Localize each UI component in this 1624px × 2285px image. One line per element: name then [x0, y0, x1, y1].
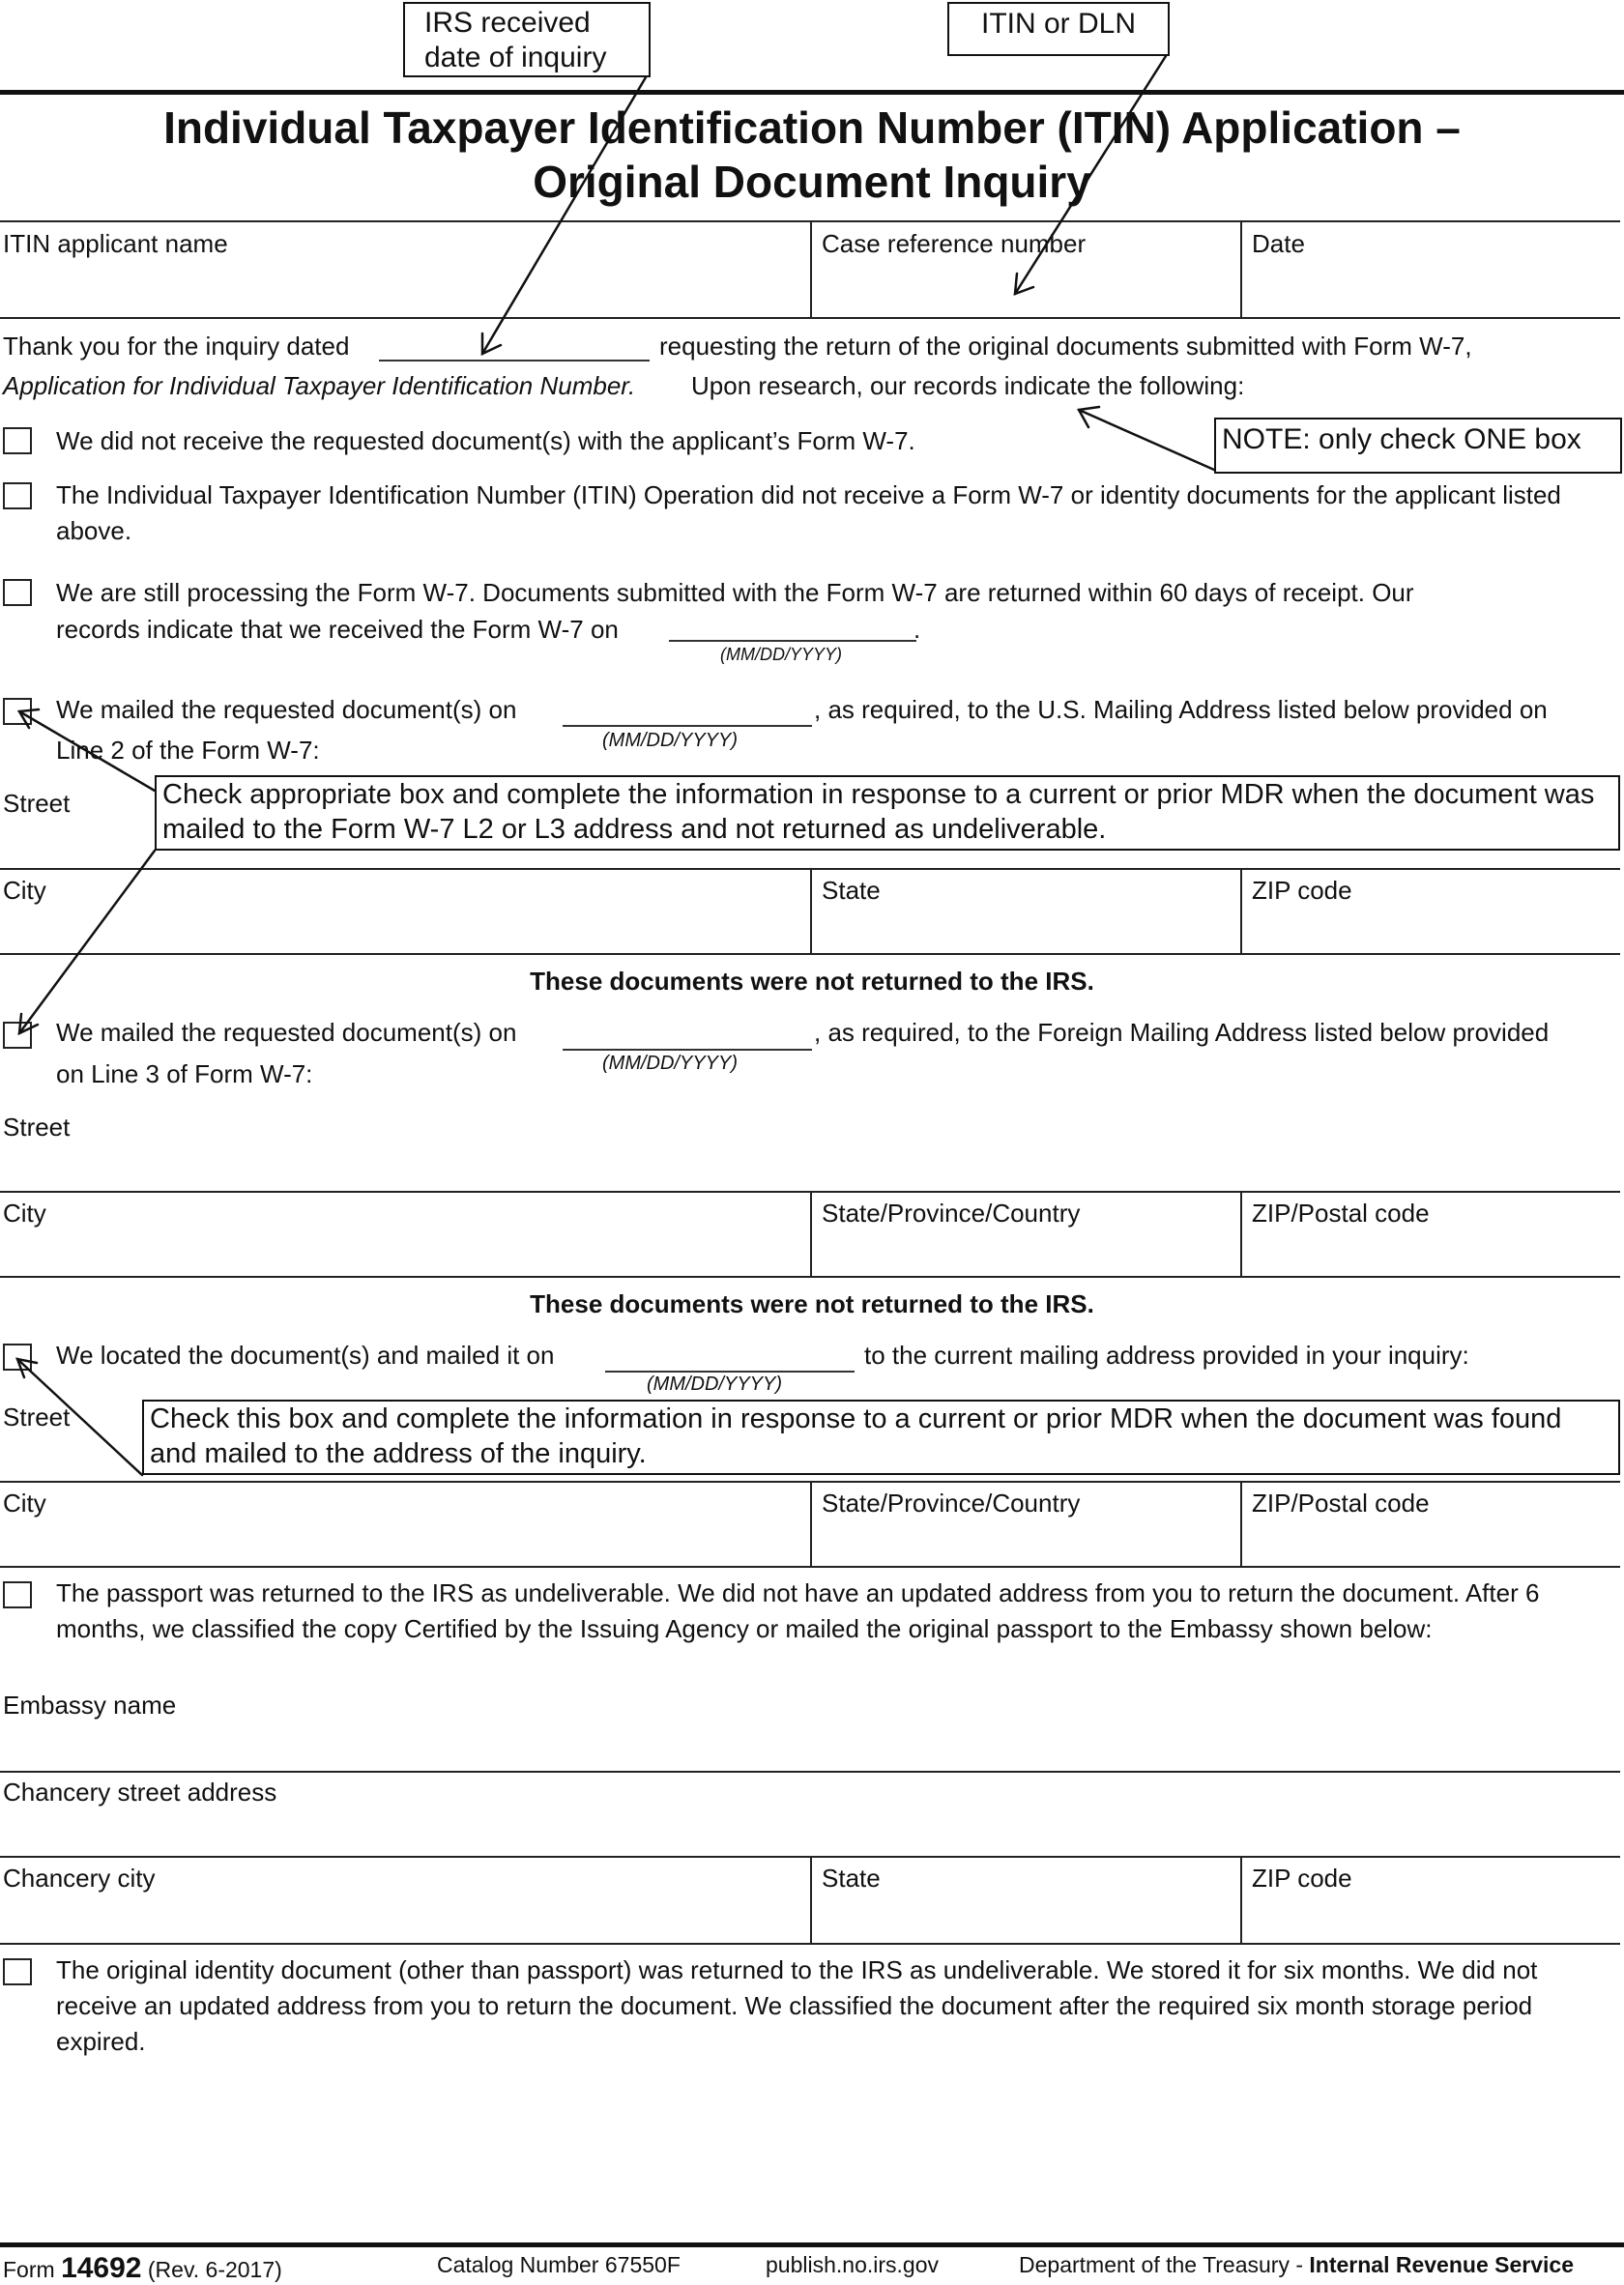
us-city-divider	[810, 868, 812, 955]
street-label-us: Street	[3, 789, 71, 818]
intro-text-italic: Application for Individual Taxpayer Identification Number.	[3, 371, 636, 400]
chancery-city-divider	[810, 1856, 812, 1943]
state-field-us[interactable]	[814, 905, 1235, 951]
city-field-foreign[interactable]	[2, 1228, 804, 1274]
chancery-state-label: State	[822, 1864, 881, 1893]
zip-postal-field-foreign[interactable]	[1244, 1228, 1621, 1274]
callout-check-appropriate: Check appropriate box and complete the information in response to a current or prior MDR when the document was mailed to the Form W-7 L2 or L3 address and not returned as undeliverable.	[155, 775, 1620, 851]
us-address-bottom-line	[0, 953, 1620, 955]
intro-text-3: Upon research, our records indicate the following:	[691, 371, 1245, 400]
mailed-us-date-field[interactable]	[563, 725, 812, 727]
foreign-state-divider	[1240, 1191, 1242, 1278]
city-label-located: City	[3, 1489, 46, 1518]
arrow-note	[1079, 410, 1214, 470]
inquiry-date-field[interactable]	[379, 360, 650, 362]
callout-irs-received-date: IRS received date of inquiry	[403, 2, 651, 77]
form-title-line-1: Individual Taxpayer Identification Number (ITIN) Application –	[163, 102, 1461, 153]
not-returned-note-2: These documents were not returned to the IRS.	[530, 1289, 1094, 1318]
form-revision: (Rev. 6-2017)	[147, 2257, 282, 2282]
option-still-processing-2: records indicate that we received the Form W-7 on	[56, 615, 619, 644]
city-field-us[interactable]	[2, 905, 804, 951]
top-rule	[0, 90, 1624, 95]
chancery-state-field[interactable]	[814, 1893, 1235, 1939]
city-label-foreign: City	[3, 1199, 46, 1228]
option-mailed-foreign-3: on Line 3 of Form W-7:	[56, 1059, 313, 1088]
date-label: Date	[1252, 229, 1305, 258]
state-province-label-located: State/Province/Country	[822, 1489, 1081, 1518]
checkbox-not-received-docs[interactable]	[3, 427, 32, 454]
located-city-divider	[810, 1481, 812, 1568]
chancery-zip-field[interactable]	[1244, 1893, 1621, 1939]
chancery-street-label: Chancery street address	[3, 1778, 277, 1807]
option-mailed-us-3: Line 2 of the Form W-7:	[56, 736, 320, 765]
header-divider-1	[810, 220, 812, 319]
form-id	[3, 2252, 282, 2285]
checkbox-located[interactable]	[3, 1344, 32, 1371]
checkbox-mailed-foreign[interactable]	[3, 1022, 32, 1049]
option-mailed-us-2: , as required, to the U.S. Mailing Address listed below provided on	[814, 695, 1548, 724]
chancery-city-label: Chancery city	[3, 1864, 156, 1893]
foreign-city-divider	[810, 1191, 812, 1278]
intro-text-2: requesting the return of the original documents submitted with Form W-7,	[659, 332, 1472, 361]
chancery-state-divider	[1240, 1856, 1242, 1943]
option-not-received-form: The Individual Taxpayer Identification Number (ITIN) Operation did not receive a Form W-7 or identity documents for the applicant listed above.	[56, 480, 1561, 545]
city-label-us: City	[3, 876, 46, 905]
footer-rule	[0, 2242, 1624, 2247]
received-date-field[interactable]	[669, 640, 916, 642]
checkbox-passport[interactable]	[3, 1581, 32, 1608]
option-located-1: We located the document(s) and mailed it on	[56, 1341, 555, 1370]
date-format-hint-2: (MM/DD/YYYY)	[602, 730, 738, 751]
embassy-line	[0, 1771, 1620, 1773]
arrowhead-irs-received	[482, 333, 501, 354]
arrowhead-note	[1079, 407, 1099, 427]
option-not-received-docs: We did not receive the requested document(s) with the applicant’s Form W-7.	[56, 426, 915, 455]
date-format-hint-3: (MM/DD/YYYY)	[602, 1053, 738, 1074]
irs-name: Internal Revenue Service	[1309, 2252, 1574, 2277]
zip-field-us[interactable]	[1244, 905, 1621, 951]
header-divider-2	[1240, 220, 1242, 319]
callout-note-one-box: NOTE: only check ONE box	[1214, 418, 1622, 474]
case-reference-label: Case reference number	[822, 229, 1087, 258]
mailed-foreign-date-field[interactable]	[563, 1049, 812, 1051]
department	[1019, 2252, 1574, 2278]
located-state-divider	[1240, 1481, 1242, 1568]
chancery-city-field[interactable]	[2, 1893, 804, 1939]
case-reference-field[interactable]	[814, 259, 1235, 315]
street-field-foreign[interactable]	[2, 1142, 1616, 1187]
not-returned-note-1: These documents were not returned to the IRS.	[530, 967, 1094, 996]
checkbox-still-processing[interactable]	[3, 579, 32, 606]
option-located-2: to the current mailing address provided in your inquiry:	[864, 1341, 1469, 1370]
option-still-processing-1: We are still processing the Form W-7. Documents submitted with the Form W-7 are returned within 60 days of receipt. Our	[56, 578, 1414, 607]
state-province-field-foreign[interactable]	[814, 1228, 1235, 1274]
intro-text-1: Thank you for the inquiry dated	[3, 332, 350, 361]
header-bottom-line	[0, 317, 1620, 319]
callout-check-this-box: Check this box and complete the information in response to a current or prior MDR when the document was found and mailed to the address of the inquiry.	[142, 1400, 1620, 1475]
checkbox-other-document[interactable]	[3, 1958, 32, 1985]
foreign-address-bottom-line	[0, 1276, 1620, 1278]
zip-postal-field-located[interactable]	[1244, 1518, 1621, 1564]
zip-postal-label-located: ZIP/Postal code	[1252, 1489, 1430, 1518]
form-number: 14692	[61, 2252, 142, 2284]
date-format-hint-1: (MM/DD/YYYY)	[720, 645, 842, 664]
state-label-us: State	[822, 876, 881, 905]
chancery-address-bottom-line	[0, 1943, 1620, 1945]
zip-postal-label-foreign: ZIP/Postal code	[1252, 1199, 1430, 1228]
located-date-field[interactable]	[605, 1371, 855, 1373]
date-field[interactable]	[1244, 259, 1621, 315]
street-label-foreign: Street	[3, 1113, 71, 1142]
chancery-street-field[interactable]	[2, 1808, 1616, 1854]
embassy-name-label: Embassy name	[3, 1691, 177, 1720]
zip-label-us: ZIP code	[1252, 876, 1352, 905]
callout-itin-or-dln: ITIN or DLN	[947, 2, 1170, 56]
state-province-field-located[interactable]	[814, 1518, 1235, 1564]
applicant-name-label: ITIN applicant name	[3, 229, 228, 258]
form-title-line-2: Original Document Inquiry	[533, 157, 1091, 207]
catalog-number: Catalog Number 67550F	[437, 2252, 681, 2277]
chancery-zip-label: ZIP code	[1252, 1864, 1352, 1893]
city-field-located[interactable]	[2, 1518, 804, 1564]
option-other-document: The original identity document (other than passport) was returned to the IRS as undeliverable. We stored it for six months. We did not receive an updated address from you to return the document. We classified the document after the required six month storage period expired.	[56, 1955, 1538, 2056]
form-prefix: Form	[3, 2257, 55, 2282]
checkbox-mailed-us[interactable]	[3, 698, 32, 725]
applicant-name-field[interactable]	[2, 259, 804, 315]
option-passport: The passport was returned to the IRS as undeliverable. We did not have an updated address from you to return the document. After 6 months, we classified the copy Certified by the Issuing Agency or mailed the original passport to the Embassy shown below:	[56, 1578, 1540, 1643]
located-address-bottom-line	[0, 1566, 1620, 1568]
option-mailed-us-1: We mailed the requested document(s) on	[56, 695, 517, 724]
checkbox-not-received-form[interactable]	[3, 482, 32, 509]
us-state-divider	[1240, 868, 1242, 955]
option-mailed-foreign-1: We mailed the requested document(s) on	[56, 1018, 517, 1047]
street-label-located: Street	[3, 1403, 71, 1432]
option-mailed-foreign-2: , as required, to the Foreign Mailing Address listed below provided	[814, 1018, 1550, 1047]
publish-url: publish.no.irs.gov	[766, 2252, 939, 2277]
period: .	[914, 615, 921, 644]
date-format-hint-4: (MM/DD/YYYY)	[647, 1374, 782, 1395]
state-province-label-foreign: State/Province/Country	[822, 1199, 1081, 1228]
embassy-name-field[interactable]	[2, 1721, 1616, 1769]
department-text: Department of the Treasury -	[1019, 2252, 1310, 2277]
